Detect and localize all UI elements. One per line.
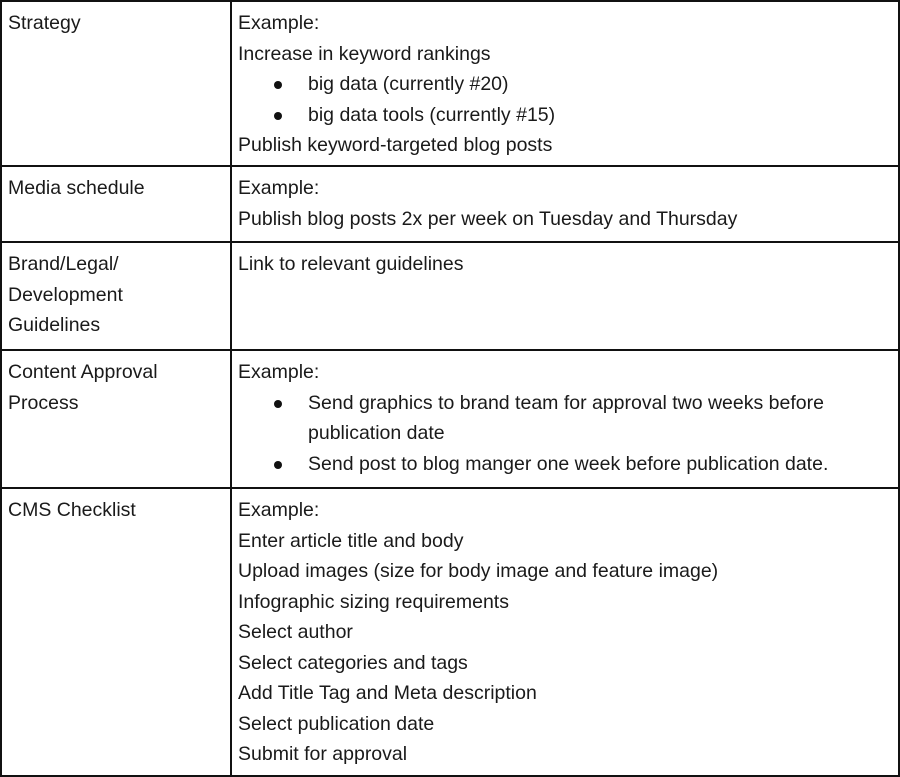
row-content-cell [231, 242, 898, 350]
row-label-text: Media schedule [8, 177, 145, 199]
row-label-text: Process [8, 391, 79, 414]
row-label-cell [2, 488, 231, 775]
checklist-item: Submit for approval [238, 743, 408, 765]
content-line: Link to relevant guidelines [238, 253, 464, 275]
row-label-text: CMS Checklist [8, 499, 136, 521]
row-content-cell [231, 166, 898, 242]
checklist-item: Select publication date [238, 712, 435, 735]
checklist-item: Enter article title and body [238, 529, 464, 552]
bullet-item [238, 388, 898, 449]
bullet-text: Send post to blog manger one week before publication date. [308, 452, 829, 475]
row-label-text: Content Approval [8, 361, 158, 383]
bullet-item [238, 69, 898, 100]
content-line: Increase in keyword rankings [238, 42, 491, 65]
row-label-cell [2, 2, 231, 166]
bullet-dot-icon [274, 112, 282, 120]
bullet-text-continued: publication date [308, 422, 445, 444]
table-row-content-approval [2, 350, 898, 488]
table-row-strategy [2, 2, 898, 166]
content-line: Publish keyword-targeted blog posts [238, 134, 553, 156]
row-label-cell [2, 350, 231, 488]
row-label-cell [2, 242, 231, 350]
bullet-list [238, 388, 898, 480]
checklist-item: Select categories and tags [238, 651, 468, 674]
bullet-dot-icon [274, 461, 282, 469]
content-plan-table [2, 2, 898, 775]
table-row-media-schedule [2, 166, 898, 242]
table-row-cms-checklist [2, 488, 898, 775]
row-label-cell [2, 166, 231, 242]
bullet-list [238, 69, 898, 130]
checklist-item: Upload images (size for body image and feature image) [238, 560, 719, 582]
row-label-text: Guidelines [8, 314, 101, 336]
content-line: Example: [238, 361, 320, 383]
bullet-text: big data (currently #20) [308, 73, 509, 95]
content-line: Publish blog posts 2x per week on Tuesday and Thursday [238, 207, 738, 230]
table-row-guidelines [2, 242, 898, 350]
content-line: Example: [238, 177, 320, 199]
row-content-cell [231, 350, 898, 488]
content-line: Example: [238, 12, 320, 34]
checklist-item: Select author [238, 621, 353, 643]
bullet-text: Send graphics to brand team for approval two weeks before [308, 391, 824, 414]
content-line: Example: [238, 499, 320, 521]
row-label-text: Strategy [8, 12, 81, 34]
bullet-item [238, 449, 898, 480]
checklist-item: Infographic sizing requirements [238, 590, 509, 613]
bullet-text: big data tools (currently #15) [308, 103, 556, 126]
bullet-item [238, 100, 898, 131]
row-content-cell [231, 2, 898, 166]
row-label-text: Development [8, 283, 123, 306]
row-label-text: Brand/Legal/ [8, 253, 119, 275]
checklist-item: Add Title Tag and Meta description [238, 682, 537, 704]
bullet-dot-icon [274, 81, 282, 89]
row-content-cell [231, 488, 898, 775]
bullet-dot-icon [274, 400, 282, 408]
